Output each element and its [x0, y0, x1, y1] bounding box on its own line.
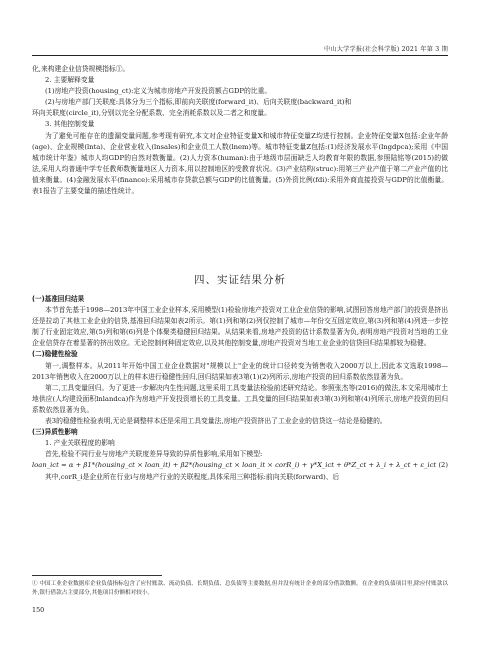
- footnote-rule: [32, 575, 162, 576]
- header-rule: [32, 55, 448, 56]
- paragraph-instrument: 第二,工具变量回归。为了更进一步解决内生性问题,这里采用工具变量法检验前述研究结论。参照张杰等(2016)的做法,本文采用城市土地供应(人均建设面积lnlandca)作为房地产开发投资增长的工具变量。工具变量的回归结果如表3第(3)列和第(4)列所示,房地产投资的回归系数依然显著为负。: [32, 383, 448, 414]
- equation-body: loan_ict = α + β1*(housing_ct × loan_it) + β2*(housing_ct × loan_it × corR_i) + γ*X_ict + θ*Z_ct + λ_i + λ_ct + ε_ict: [32, 461, 437, 470]
- paragraph-robust-summary: 表3的稳健性检验表明,无论是调整样本还是采用工具变量法,房地产投资挤出了工业企业的信贷这一结论是稳健的。: [45, 417, 387, 426]
- continuation-line: 化,来构建企业信贷规模指标①。: [32, 65, 130, 73]
- paragraph-control-variables: 为了避免可能存在的遗漏变量问题,参考现有研究,本文对企业特征变量X和城市特征变量Z均进行控制。企业特征变量X包括:企业年龄(age)、企业规模(lnta)、企业营业收入(lnsales)和企业员工人数(lnem)等。城市特征变量Z包括:(1)经济发展水平(lngdpca);采用《中国城市统计年鉴》城市人均GDP的自然对数衡量。(2)人力资本(human):由于地级市层面缺乏人均教育年限的数据,参照陆铭等(2015)的做法,采用人均普通中学专任教师数衡量地区人力资本,用以控制地区的受教育状况。(3)产业结构(struc):用第三产业产值于第二产业产值的比值来衡量。(4)金融发展水平(finance):采用城市存贷款总额与GDP的比值衡量。(5)外资比例(fdi):采用外商直接投资与GDP的比值衡量。表1报告了主要变量的描述性统计。: [32, 131, 448, 196]
- variables-block: [32, 64, 448, 197]
- section-title: 四、实证结果分析: [194, 274, 286, 286]
- subheading-heterogeneity: (三)异质性影响: [32, 428, 78, 437]
- paragraph-adjust-sample: 第一,调整样本。从2011年开始中国工业企业数据对"规模以上"企业的统计口径转变为销售收入2000万以上,因此本文选取1998—2013年销售收入在2000万以上的样本进行稳健性回归,回归结果如表3第(1)(2)列所示,房地产投资的回归系数依然显著为负。: [32, 361, 448, 381]
- paragraph-baseline: 本节首先基于1998—2013年中国工业企业样本,采用模型(1)检验房地产投资对工业企业信贷的影响,试图回答房地产部门的投资是挤出还是拉动了其他工业企业的信贷,基准回归结果如表2所示。第(1)列和第(2)列仅控制了城市—年份交互固定效应,第(3)列和第(4)列进一步控制了行业固定效应,第(5)列和第(6)列是个体聚类稳健回归结果。从结果来看,房地产投资的估计系数显著为负,表明房地产投资对当地的工业企业信贷存在着显著的挤出效应。无论控制何种固定效应,以及其他控制变量,房地产投资对当地工业企业的信贷回归结果都较为稳健。: [32, 306, 448, 348]
- heading-main-explanatory-vars: 2. 主要解释变量: [45, 76, 95, 85]
- paragraph-model-intro: 首先,检验不同行业与房地产关联度差异导致的异质性影响,采用如下模型:: [45, 450, 263, 459]
- equation-number: (2): [438, 461, 448, 470]
- heading-other-controls: 3. 其他控制变量: [45, 120, 95, 129]
- paragraph-corR-definition: 其中,corR_i是企业所在行业i与房地产行业的关联程度,具体采用三种指标:前向关联(forward)、后: [45, 472, 340, 481]
- page-number: 150: [32, 606, 45, 614]
- subheading-robustness: (二)稳健性检验: [32, 350, 78, 359]
- results-block: [32, 294, 448, 483]
- paragraph-linkage-b: 环向关联度(circle_it),分别以完全分配系数、完全消耗系数以及二者之和度量。: [32, 109, 271, 118]
- heading-industry-linkage: 1. 产业关联程度的影响: [45, 439, 115, 448]
- equation-2: [32, 460, 448, 471]
- subheading-baseline: (一)基准回归结果: [32, 295, 85, 303]
- footnote: ① 中国工业企业数据库企业负债指标包含了应付账款、流动负债、长期负债、总负债等主要数据,但并没有统计企业的部分借款数额。在企业的负债项目里,除应付账款以外,银行借款占主要部分,其他项目份额相对较小。: [32, 581, 448, 597]
- paragraph-linkage-a: (2)与房地产部门关联度:具体分为三个指标,即前向关联度(forward_it)、后向关联度(backward_it)和: [45, 98, 352, 107]
- running-header: 中山大学学报(社会科学版) 2021 年第 3 期: [323, 46, 448, 53]
- paragraph-housing-investment: (1)房地产投资(housing_ct):定义为城市房地产开发投资额占GDP的比重。: [45, 87, 272, 96]
